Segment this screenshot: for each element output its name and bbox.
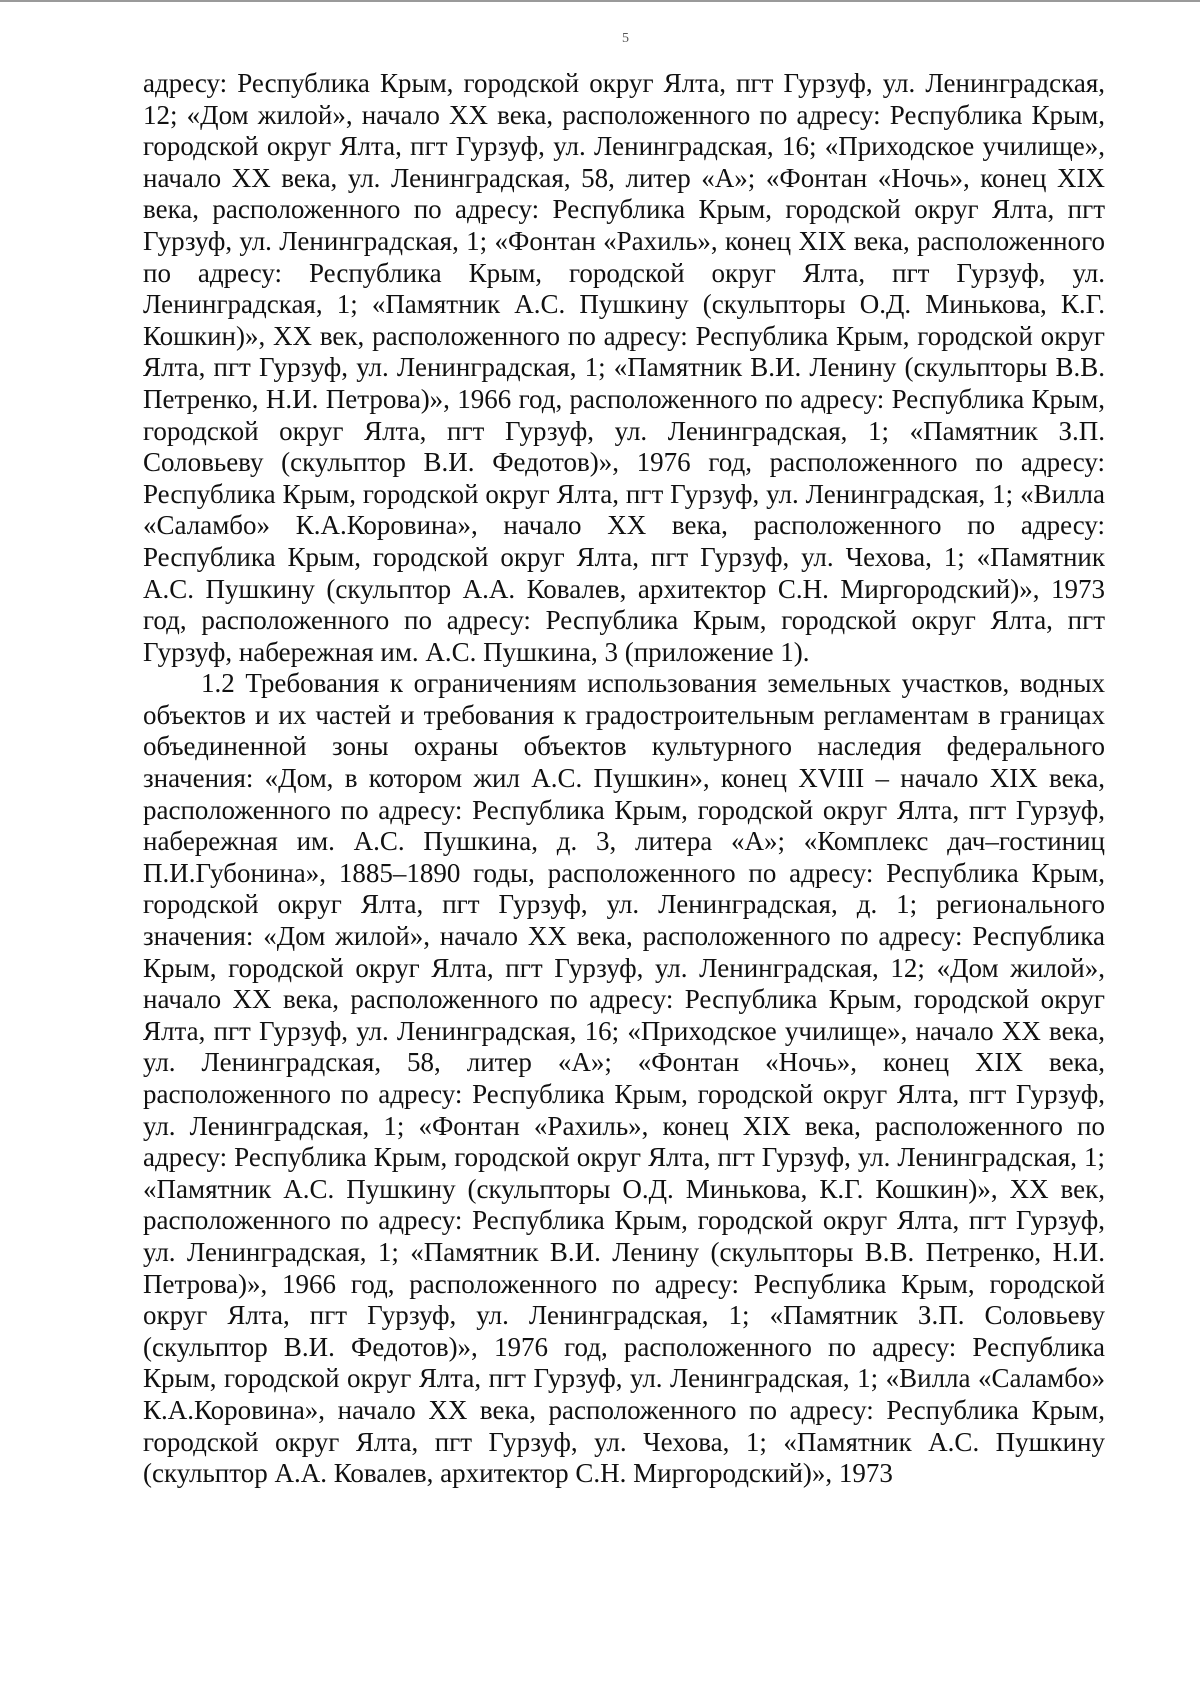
document-body	[143, 68, 1105, 1490]
page-number: 5	[622, 31, 629, 46]
paragraph-1-2-requirements: 1.2 Требования к ограничениям использования земельных участков, водных объектов и их частей и требования к градостроительным регламентам в границах объединенной зоны охраны объектов культурного наследия федерального значения: «Дом, в котором жил А.С. Пушкин», конец XVIII – начало XIX века, расположенного по адресу: Республика Крым, городской округ Ялта, пгт Гурзуф, набережная им. А.С. Пушкина, д. 3, литера «А»; «Комплекс дач–гостиниц П.И.Губонина», 1885–1890 годы, расположенного по адресу: Республика Крым, городской округ Ялта, пгт Гурзуф, ул. Ленинградская, д. 1; регионального значения: «Дом жилой», начало XX века, расположенного по адресу: Республика Крым, городской округ Ялта, пгт Гурзуф, ул. Ленинградская, 12; «Дом жилой», начало XX века, расположенного по адресу: Республика Крым, городской округ Ялта, пгт Гурзуф, ул. Ленинградская, 16; «Приходское училище», начало XX века, ул. Ленинградская, 58, литер «А»; «Фонтан «Ночь», конец XIX века, расположенного по адресу: Республика Крым, городской округ Ялта, пгт Гурзуф, ул. Ленинградская, 1; «Фонтан «Рахиль», конец XIX века, расположенного по адресу: Республика Крым, городской округ Ялта, пгт Гурзуф, ул. Ленинградская, 1; «Памятник А.С. Пушкину (скульпторы О.Д. Минькова, К.Г. Кошкин)», XX век, расположенного по адресу: Республика Крым, городской округ Ялта, пгт Гурзуф, ул. Ленинградская, 1; «Памятник В.И. Ленину (скульпторы В.В. Петренко, Н.И. Петрова)», 1966 год, расположенного по адресу: Республика Крым, городской округ Ялта, пгт Гурзуф, ул. Ленинградская, 1; «Памятник З.П. Соловьеву (скульптор В.И. Федотов)», 1976 год, расположенного по адресу: Республика Крым, городской округ Ялта, пгт Гурзуф, ул. Ленинградская, 1; «Вилла «Саламбо» К.А.Коровина», начало XX века, расположенного по адресу: Республика Крым, городской округ Ялта, пгт Гурзуф, ул. Чехова, 1; «Памятник А.С. Пушкину (скульптор А.А. Ковалев, архитектор С.Н. Миргородский)», 1973	[143, 668, 1105, 1489]
paragraph-continuation: адресу: Республика Крым, городской округ Ялта, пгт Гурзуф, ул. Ленинградская, 12; «Дом жилой», начало XX века, расположенного по адресу: Республика Крым, городской округ Ялта, пгт Гурзуф, ул. Ленинградская, 16; «Приходское училище», начало XX века, ул. Ленинградская, 58, литер «А»; «Фонтан «Ночь», конец XIX века, расположенного по адресу: Республика Крым, городской округ Ялта, пгт Гурзуф, ул. Ленинградская, 1; «Фонтан «Рахиль», конец XIX века, расположенного по адресу: Республика Крым, городской округ Ялта, пгт Гурзуф, ул. Ленинградская, 1; «Памятник А.С. Пушкину (скульпторы О.Д. Минькова, К.Г. Кошкин)», XX век, расположенного по адресу: Республика Крым, городской округ Ялта, пгт Гурзуф, ул. Ленинградская, 1; «Памятник В.И. Ленину (скульпторы В.В. Петренко, Н.И. Петрова)», 1966 год, расположенного по адресу: Республика Крым, городской округ Ялта, пгт Гурзуф, ул. Ленинградская, 1; «Памятник З.П. Соловьеву (скульптор В.И. Федотов)», 1976 год, расположенного по адресу: Республика Крым, городской округ Ялта, пгт Гурзуф, ул. Ленинградская, 1; «Вилла «Саламбо» К.А.Коровина», начало XX века, расположенного по адресу: Республика Крым, городской округ Ялта, пгт Гурзуф, ул. Чехова, 1; «Памятник А.С. Пушкину (скульптор А.А. Ковалев, архитектор С.Н. Миргородский)», 1973 год, расположенного по адресу: Республика Крым, городской округ Ялта, пгт Гурзуф, набережная им. А.С. Пушкина, 3 (приложение 1).	[143, 68, 1105, 667]
